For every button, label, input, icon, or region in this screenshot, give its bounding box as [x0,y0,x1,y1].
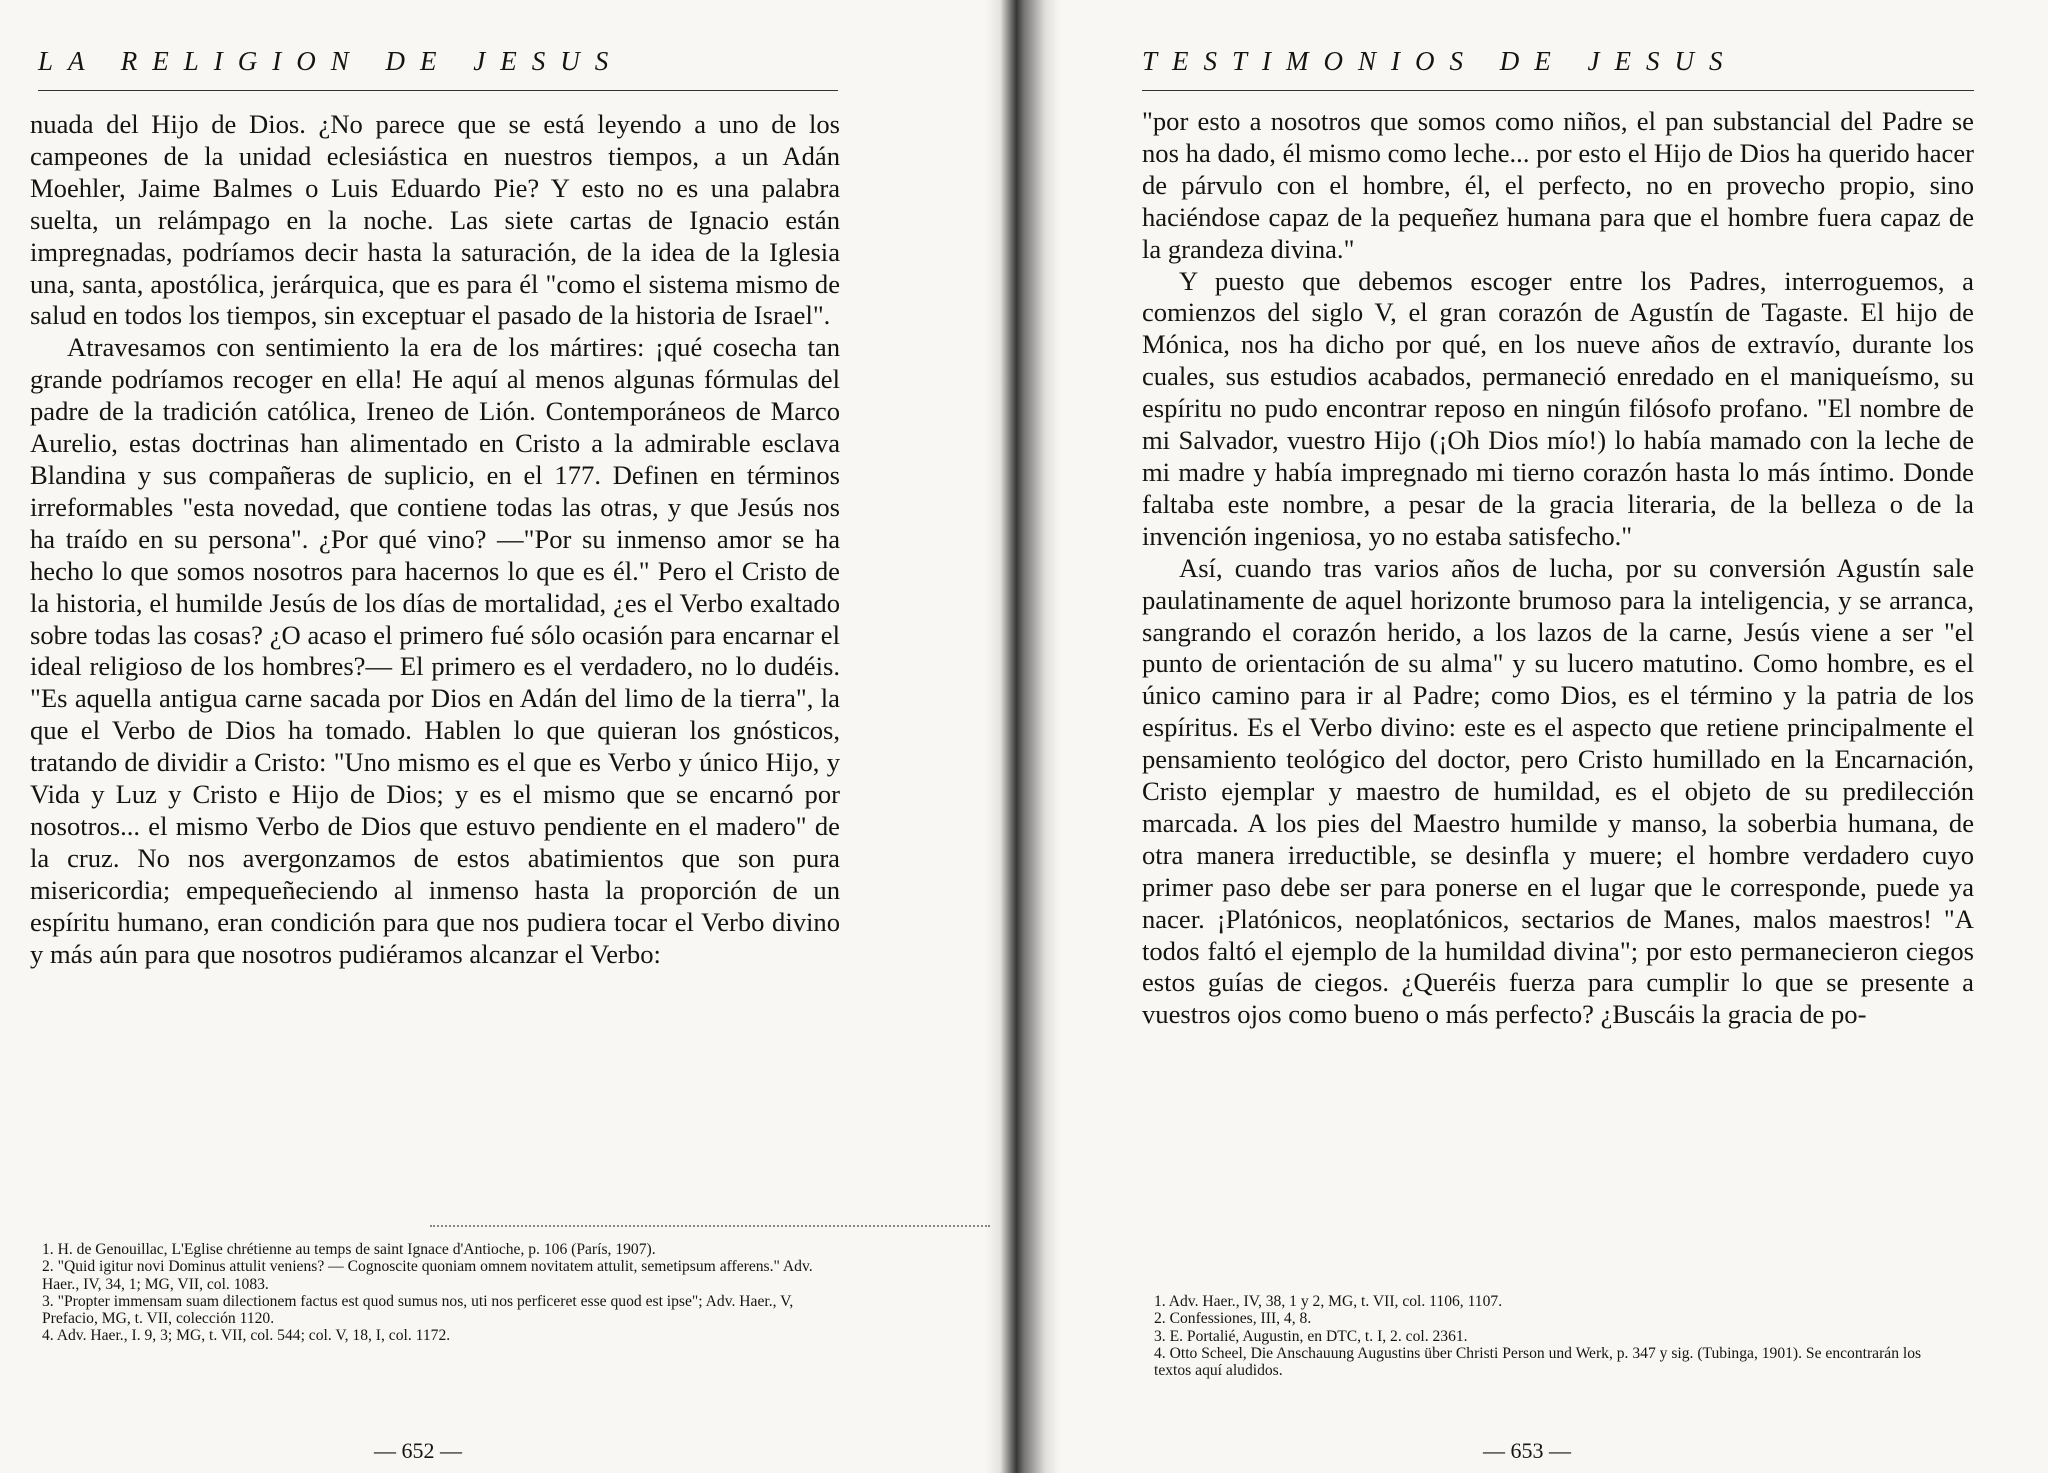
footnote: 4. Adv. Haer., I. 9, 3; MG, t. VII, col. 544; col. V, 18, I, col. 1172. [42,1327,451,1345]
paragraph: nuada del Hijo de Dios. ¿No parece que se está leyendo a uno de los campeones de la unidad eclesiástica en nuestros tiempos, a un Adán Moehler, Jaime Balmes o Luis Eduardo Pie? Y esto no es una palabra suelta, un relámpago en la noche. Las siete cartas de Ignacio están impregnadas, podríamos decir hasta la saturación, de la idea de la Iglesia una, santa, apostólica, jerárquica, que es para él "como el sistema mismo de salud en todos los tiempos, sin exceptuar el pasado de la historia de Israel". [30,109,840,331]
running-header-left: LA RELIGION DE JESUS [38,46,838,91]
footnotes-right [1142,1293,1962,1379]
page-number-left: — 652 — [374,1438,462,1463]
footnote: 2. Confessiones, III, 4, 8. [1154,1310,1312,1328]
footnote-separator [430,1225,990,1231]
running-header-right: TESTIMONIOS DE JESUS [1142,46,1974,91]
book-gutter-shadow [985,0,1060,1473]
paragraph: "por esto a nosotros que somos como niños, el pan substancial del Padre se nos ha dado, él mismo como leche... por esto el Hijo de Dios ha querido hacer de párvulo con el hombre, él, el perfecto, no en provecho propio, sino haciéndose capaz de la pequeñez humana para que el hombre fuera capaz de la grandeza divina." [1142,106,1974,264]
footnote: 1. H. de Genouillac, L'Eglise chrétienne au temps de saint Ignace d'Antioche, p. 106 (París, 1907). [42,1241,656,1258]
page-number-right: — 653 — [1483,1438,1571,1463]
footnote: 4. Otto Scheel, Die Anschauung Augustins über Christi Person und Werk, p. 347 y sig. (Tubinga, 1901). Se encontrarán los textos aquí aludidos. [1154,1344,1922,1380]
footnote: 3. E. Portalié, Augustin, en DTC, t. I, 2. col. 2361. [1154,1327,1468,1345]
paragraph: Así, cuando tras varios años de lucha, por su conversión Agustín sale paulatinamente de aquel horizonte brumoso para la inteligencia, y se arranca, sangrando el corazón herido, a los lazos de la carne, Jesús viene a ser "el punto de orientación de su alma" y su lucero matutino. Como hombre, es el único camino para ir al Padre; como Dios, es el término y la patria de los espíritus. Es el Verbo divino: este es el aspecto que retiene principalmente el pensamiento teológico del doctor, pero Cristo humillado en la Encarnación, Cristo ejemplar y maestro de humildad, es el objeto de su predilección marcada. A los pies del Maestro humilde y manso, la soberbia humana, de otra manera irreductible, se desinfla y muere; el hombre verdadero cuyo primer paso debe ser para ponerse en el lugar que le corresponde, puede ya nacer. ¡Platónicos, neoplatónicos, sectarios de Manes, malos maestros! "A todos faltó el ejemplo de la humildad divina"; por esto permanecieron ciegos estos guías de ciegos. ¿Queréis fuerza para cumplir lo que se presente a vuestros ojos como bueno o más perfecto? ¿Buscáis la gracia de po- [1142,552,1974,1030]
footnote: 1. Adv. Haer., IV, 38, 1 y 2, MG, t. VII, col. 1106, 1107. [1154,1293,1503,1310]
footnote: 2. "Quid igitur novi Dominus attulit veniens? — Cognoscite quoniam omnem novitatem attulit, semetipsum afferens." Adv. Haer., IV, 34, 1; MG, VII, col. 1083. [42,1258,813,1293]
footnotes-left [30,1241,840,1345]
paragraph: Atravesamos con sentimiento la era de los mártires: ¡qué cosecha tan grande podríamos recoger en ella! He aquí al menos algunas fórmulas del padre de la tradición católica, Ireneo de Lión. Contemporáneos de Marco Aurelio, estas doctrinas han alimentado en Cristo a la admirable esclava Blandina y sus compañeras de suplicio, en el 177. Definen en términos irreformables "esta novedad, que contiene todas las otras, y que Jesús nos ha traído en su persona". ¿Por qué vino? —"Por su inmenso amor se ha hecho lo que somos nosotros para hacernos lo que es él." Pero el Cristo de la historia, el humilde Jesús de los días de mortalidad, ¿es el Verbo exaltado sobre todas las cosas? ¿O acaso el primero fué sólo ocasión para encarnar el ideal religioso de los hombres?— El primero es el verdadero, no lo dudéis. "Es aquella antigua carne sacada por Dios en Adán del limo de la tierra", la que el Verbo de Dios ha tomado. Hablen lo que quieran los gnósticos, tratando de dividir a Cristo: "Uno mismo es el que es Verbo y único Hijo, y Vida y Luz y Cristo e Hijo de Dios; y es el mismo que se encarnó por nosotros... el mismo Verbo de Dios que estuvo pendiente en el madero" de la cruz. No nos avergonzamos de estos abatimientos que son pura misericordia; empequeñeciendo al inmenso hasta la proporción de un espíritu humano, eran condición para que nos pudiera tocar el Verbo divino y más aún para que nosotros pudiéramos alcanzar el Verbo: [30,332,840,969]
right-page [1024,0,2048,1473]
footnote: 3. "Propter immensam suam dilectionem factus est quod sumus nos, uti nos perficeret esse quod est ipse"; Adv. Haer., V, Prefacio, MG, t. VII, colección 1120. [42,1292,794,1328]
paragraph: Y puesto que debemos escoger entre los Padres, interroguemos, a comienzos del siglo V, el gran corazón de Agustín de Tagaste. El hijo de Mónica, nos ha dicho por qué, en los nueve años de extravío, durante los cuales, sus estudios acabados, permaneció enredado en el maniqueísmo, su espíritu no pudo encontrar reposo en ningún filósofo profano. "El nombre de mi Salvador, vuestro Hijo (¡Oh Dios mío!) lo había mamado con la leche de mi madre y había impregnado mi tierno corazón hasta lo más íntimo. Donde faltaba este nombre, a pesar de la gracia literaria, de la belleza o de la invención ingeniosa, yo no estaba satisfecho." [1142,265,1974,551]
body-text-left [30,109,840,970]
body-text-right [1142,106,1974,1031]
